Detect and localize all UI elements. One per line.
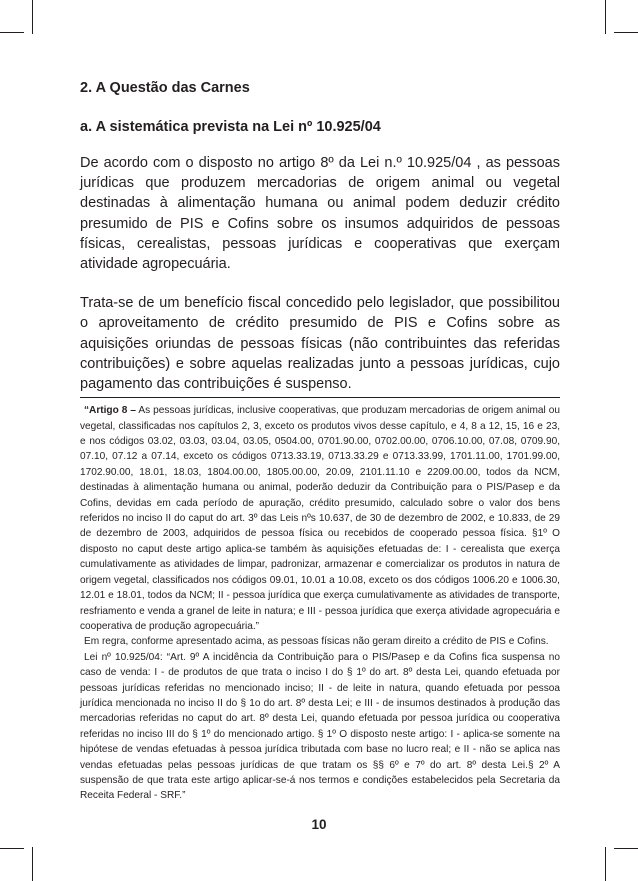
crop-mark [32,847,33,881]
section-subheading: a. A sistemática prevista na Lei nº 10.925/04 [80,119,381,135]
page-number: 10 [311,817,327,832]
crop-mark [32,0,33,34]
footnotes [80,403,560,804]
crop-mark [605,0,606,34]
crop-mark [0,32,24,33]
footnote-quote: As pessoas jurídicas, inclusive cooperativas, que produzam mercadorias de origem animal ou vegetal, classificadas nos capítulos 2, 3, exceto os produtos vivos desse capítulo, e 4, 8 a 12, 15, 16 e 23, e nos códigos 03.02, 03.03, 03.04, 03.05, 0504.00, 0701.90.00, 0702.00.00, 0706.10.00, 07.08, 0709.90, 07.10, 07.12 a 07.14, exceto os códigos 0713.33.19, 0713.33.29 e 0713.33.99, 1701.11.00, 1701.99.00, 1702.90.00, 18.01, 18.03, 1804.00.00, 1805.00.00, 20.09, 2101.11.10 e 2209.00.00, todos da NCM, destinadas à alimentação humana ou animal, poderão deduzir da Contribuição para o PIS/Pasep e da Cofins, devidas em cada período de apuração, crédito presumido, calculado sobre o valor dos bens referidos no inciso II do caput do art. 3º das Leis nºs 10.637, de 30 de dezembro de 2002, e 10.833, de 29 de dezembro de 2003, adquiridos de pessoa física ou recebidos de cooperado pessoa física. §1º O disposto no caput deste artigo aplica-se também às aquisições efetuadas de: I - cerealista que exerça cumulativamente as atividades de limpar, padronizar, armazenar e comercializar os produtos in natura de origem vegetal, classificados nos códigos 09.01, 10.01 a 10.08, exceto os dos códigos 1006.20 e 1006.30, 12.01 e 18.01, todos da NCM; II - pessoa jurídica que exerça cumulativamente as atividades de transporte, resfriamento e venda a granel de leite in natura; e III - pessoa jurídica que exerça atividade agropecuária e cooperativa de produção agropecuária.” [80,405,560,632]
body-paragraph: Trata-se de um benefício fiscal concedido pelo legislador, que possibilitou o aproveitamento de crédito presumido de PIS e Cofins sobre as aquisições oriundas de pessoas físicas (não contribuintes das referidas contribuições) e sobre aquelas realizadas junto a pessoas jurídicas, cujo pagamento das contribuições é suspenso. [80,295,560,393]
footnote-lead: “Artigo 8 – [84,405,136,417]
crop-mark [614,848,638,849]
crop-mark [0,848,24,849]
page-content [80,78,560,804]
section-heading: 2. A Questão das Carnes [80,80,250,96]
crop-mark [614,32,638,33]
footnote-divider [80,397,560,398]
body-paragraph: De acordo com o disposto no artigo 8º da Lei n.º 10.925/04 , as pessoas jurídicas que produzem mercadorias de origem animal ou vegetal destinadas à alimentação humana ou animal podem deduzir crédito presumido de PIS e Cofins sobre os insumos adquiridos de pessoas físicas, cerealistas, pessoas jurídicas e cooperativas que exerçam atividade agropecuária. [80,155,560,273]
footnote-paragraph: Em regra, conforme apresentado acima, as pessoas físicas não geram direito a crédito de PIS e Cofins. [84,636,549,648]
crop-mark [605,847,606,881]
footnote-article-9: Lei nº 10.925/04: “Art. 9º A incidência da Contribuição para o PIS/Pasep e da Cofins fica suspensa no caso de venda: I - de produtos de que trata o inciso I do § 1º do art. 8º desta Lei, quando efetuada por pessoas jurídicas referidas no mencionado inciso; II - de leite in natura, quando efetuada por pessoa jurídica mencionada no inciso II do § 1o do art. 8º desta Lei; e III - de insumos destinados à produção das mercadorias referidas no caput do art. 8º desta Lei, quando efetuada por pessoa jurídica ou cooperativa referidas no inciso III do § 1º do mencionado artigo. § 1º O disposto neste artigo: I - aplica-se somente na hipótese de vendas efetuadas à pessoa jurídica tributada com base no lucro real; e II - não se aplica nas vendas efetuadas pelas pessoas jurídicas de que tratam os §§ 6º e 7º do art. 8º desta Lei.§ 2º A suspensão de que trata este artigo aplicar-se-á nos termos e condições estabelecidos pela Secretaria da Receita Federal - SRF.” [80,651,560,802]
footnote-article-8 [80,403,560,634]
